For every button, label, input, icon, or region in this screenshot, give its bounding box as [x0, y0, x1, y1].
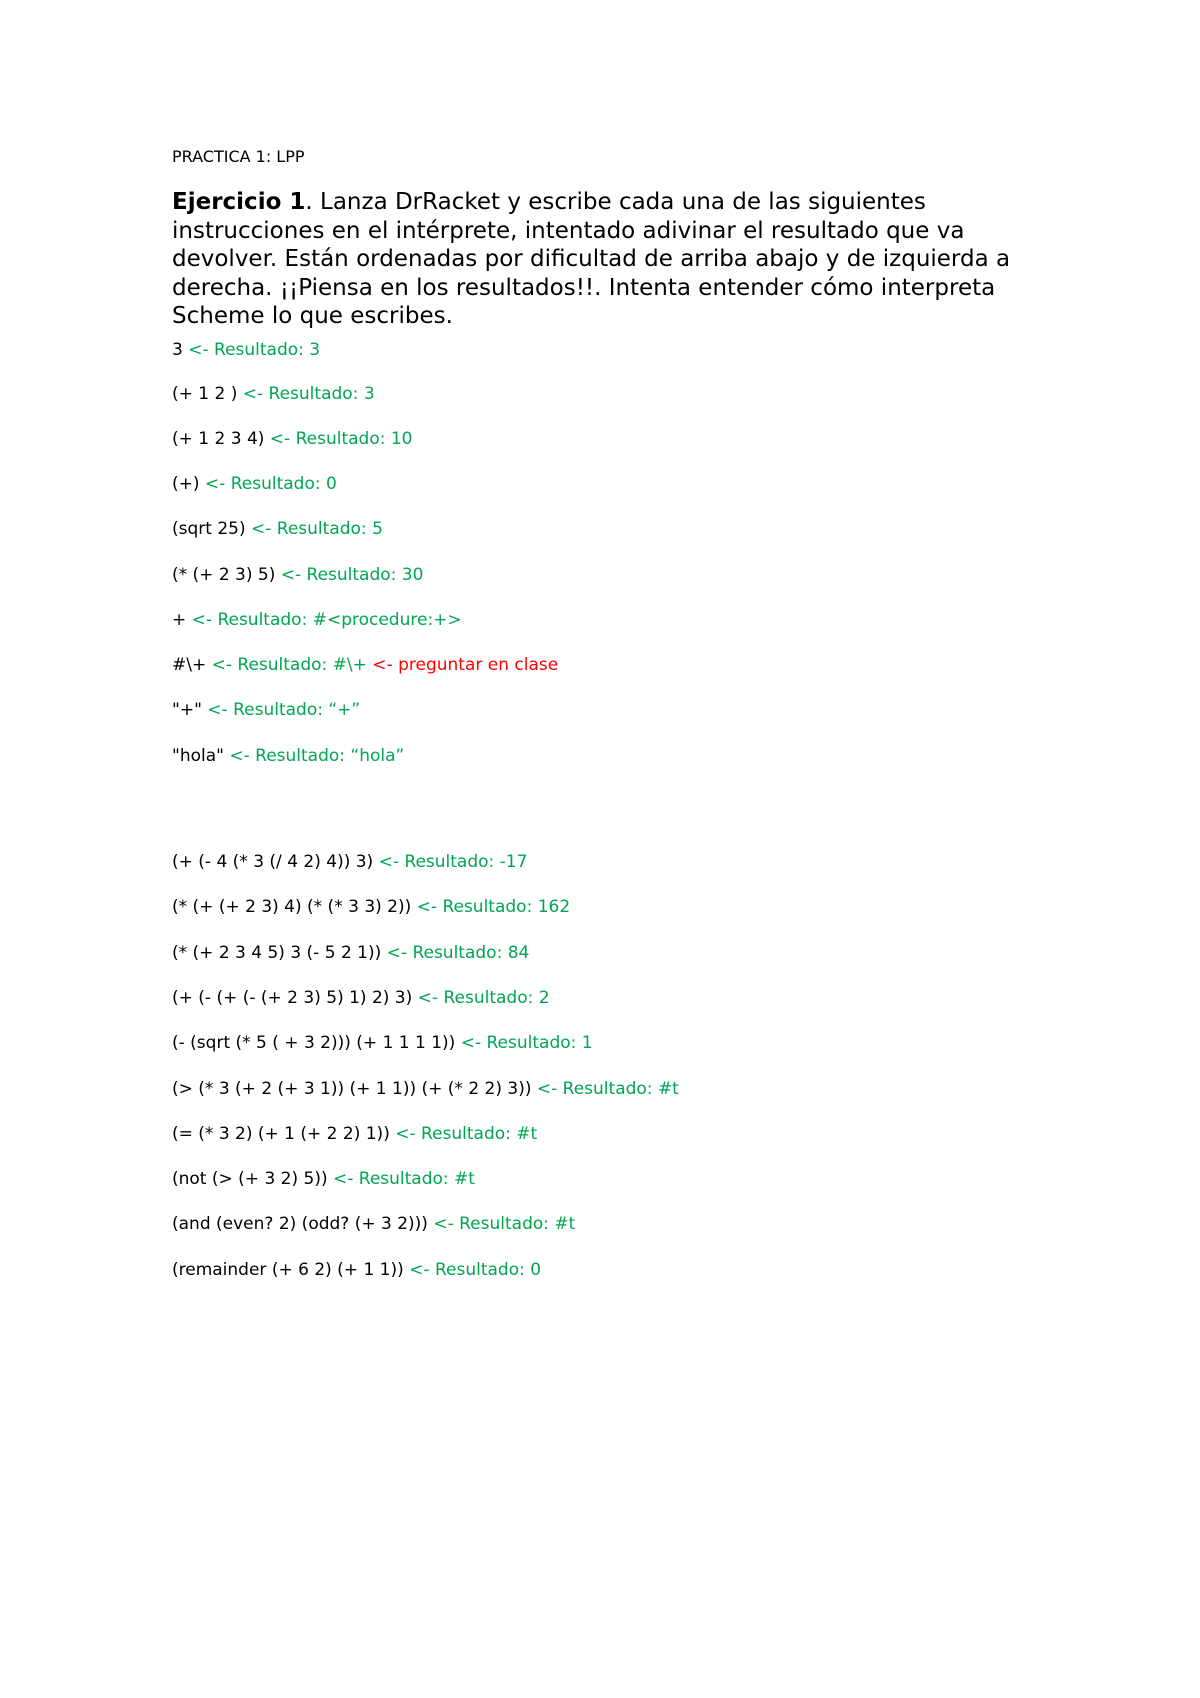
exercise-line — [172, 473, 337, 495]
exercise-intro — [172, 188, 1052, 331]
expression-text: (+ 1 2 3 4) — [172, 429, 270, 449]
exercise-line — [172, 987, 550, 1009]
expression-text: (* (+ 2 3 4 5) 3 (- 5 2 1)) — [172, 943, 387, 963]
expression-text: (+) — [172, 474, 205, 494]
expression-text: + — [172, 610, 192, 630]
result-text: <- Resultado: “+” — [207, 700, 361, 720]
document-header: PRACTICA 1: LPP — [172, 147, 305, 166]
result-text: <- Resultado: #t — [433, 1214, 576, 1234]
exercise-line — [172, 428, 412, 450]
result-text: <- Resultado: 162 — [416, 897, 571, 917]
result-text: <- Resultado: #\+ — [211, 655, 373, 675]
exercise-instructions: . Lanza DrRacket y escribe cada una de las siguientes instrucciones en el intérprete, intentado adivinar el resultado que va devolver. Están ordenadas por dificultad de arriba abajo y de izquierda a derecha. ¡¡Piensa en los resultados!!. Intenta entender cómo interpreta Scheme lo que escribes. — [172, 189, 1011, 330]
exercise-line — [172, 518, 383, 540]
expression-text: (and (even? 2) (odd? (+ 3 2))) — [172, 1214, 434, 1234]
result-text: <- Resultado: #t — [395, 1124, 538, 1144]
exercise-line — [172, 339, 320, 361]
expression-text: (remainder (+ 6 2) (+ 1 1)) — [172, 1260, 410, 1280]
expression-text: (sqrt 25) — [172, 519, 252, 539]
expression-text: (+ (- (+ (- (+ 2 3) 5) 1) 2) 3) — [172, 988, 418, 1008]
result-text: <- Resultado: 0 — [204, 474, 337, 494]
exercise-line — [172, 609, 462, 631]
exercise-line — [172, 1168, 475, 1190]
result-text: <- Resultado: -17 — [378, 852, 528, 872]
expression-text: (- (sqrt (* 5 ( + 3 2))) (+ 1 1 1 1)) — [172, 1033, 461, 1053]
result-text: <- Resultado: 2 — [417, 988, 550, 1008]
result-text: <- Resultado: #<procedure:+> — [191, 610, 462, 630]
result-text: <- Resultado: 3 — [242, 384, 375, 404]
expression-text: (> (* 3 (+ 2 (+ 3 1)) (+ 1 1)) (+ (* 2 2) 3)) — [172, 1079, 537, 1099]
result-text: <- Resultado: 5 — [251, 519, 383, 539]
expression-text: (+ (- 4 (* 3 (/ 4 2) 4)) 3) — [172, 852, 379, 872]
result-text: <- Resultado: 3 — [188, 340, 321, 360]
exercise-line — [172, 942, 529, 964]
result-text: <- Resultado: 30 — [280, 565, 424, 585]
exercise-line — [172, 383, 375, 405]
teacher-note: <- preguntar en clase — [372, 655, 559, 675]
result-text: <- Resultado: 0 — [409, 1260, 542, 1280]
exercise-line — [172, 699, 360, 721]
result-text: <- Resultado: 84 — [386, 943, 530, 963]
exercise-line — [172, 1032, 593, 1054]
exercise-line — [172, 564, 423, 586]
expression-text: (not (> (+ 3 2) 5)) — [172, 1169, 333, 1189]
expression-text: (* (+ 2 3) 5) — [172, 565, 281, 585]
exercise-line — [172, 1078, 679, 1100]
expression-text: (* (+ (+ 2 3) 4) (* (* 3 3) 2)) — [172, 897, 417, 917]
expression-text: (= (* 3 2) (+ 1 (+ 2 2) 1)) — [172, 1124, 396, 1144]
expression-text: "+" — [172, 700, 208, 720]
expression-text: #\+ — [172, 655, 212, 675]
expression-text: "hola" — [172, 746, 230, 766]
exercise-line — [172, 1213, 575, 1235]
exercise-line — [172, 851, 527, 873]
expression-text: 3 — [172, 340, 189, 360]
result-text: <- Resultado: 1 — [460, 1033, 593, 1053]
result-text: <- Resultado: 10 — [269, 429, 413, 449]
exercise-line — [172, 1123, 537, 1145]
exercise-line — [172, 1259, 541, 1281]
result-text: <- Resultado: #t — [333, 1169, 475, 1189]
exercise-line — [172, 654, 558, 676]
result-text: <- Resultado: “hola” — [229, 746, 405, 766]
exercise-line — [172, 745, 404, 767]
exercise-label: Ejercicio 1 — [172, 189, 306, 215]
expression-text: (+ 1 2 ) — [172, 384, 243, 404]
exercise-line — [172, 896, 570, 918]
result-text: <- Resultado: #t — [536, 1079, 679, 1099]
